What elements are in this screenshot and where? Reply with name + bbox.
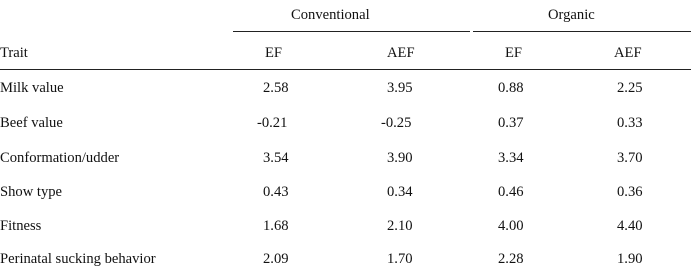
group-header-conventional: Conventional xyxy=(291,7,370,23)
table-cell: 3.90 xyxy=(387,150,413,166)
table-cell: 0.33 xyxy=(617,115,643,131)
row-label: Fitness xyxy=(0,218,42,234)
table-cell: 3.34 xyxy=(498,150,524,166)
column-header-conv-aef: AEF xyxy=(387,45,415,61)
table-cell: 1.70 xyxy=(387,251,413,267)
table-cell: 0.46 xyxy=(498,184,524,200)
table-cell: 0.88 xyxy=(498,80,524,96)
table-cell: 3.70 xyxy=(617,150,643,166)
table-cell: 2.10 xyxy=(387,218,413,234)
table-cell: 0.36 xyxy=(617,184,643,200)
row-label: Milk value xyxy=(0,80,64,96)
table-cell: -0.21 xyxy=(257,115,288,131)
table-cell: 2.09 xyxy=(263,251,289,267)
table-cell: 0.37 xyxy=(498,115,524,131)
header-rule xyxy=(0,69,691,70)
group-underline-organic xyxy=(473,31,691,32)
table-cell: -0.25 xyxy=(381,115,412,131)
row-label: Beef value xyxy=(0,115,63,131)
row-label: Show type xyxy=(0,184,63,200)
table-cell: 3.95 xyxy=(387,80,413,96)
table-cell: 2.25 xyxy=(617,80,643,96)
row-label: Conformation/udder xyxy=(0,150,120,166)
table-cell: 2.28 xyxy=(498,251,524,267)
column-header-trait: Trait xyxy=(0,45,28,61)
column-header-org-ef: EF xyxy=(505,45,523,61)
row-label: Perinatal sucking behavior xyxy=(0,251,156,267)
table-cell: 4.00 xyxy=(498,218,524,234)
group-header-organic: Organic xyxy=(548,7,595,23)
table-cell: 0.34 xyxy=(387,184,413,200)
table-cell: 1.90 xyxy=(617,251,643,267)
table-cell: 4.40 xyxy=(617,218,643,234)
table-cell: 1.68 xyxy=(263,218,289,234)
column-header-conv-ef: EF xyxy=(265,45,283,61)
table-cell: 0.43 xyxy=(263,184,289,200)
column-header-org-aef: AEF xyxy=(614,45,642,61)
table-cell: 2.58 xyxy=(263,80,289,96)
table-cell: 3.54 xyxy=(263,150,289,166)
group-underline-conventional xyxy=(233,31,470,32)
